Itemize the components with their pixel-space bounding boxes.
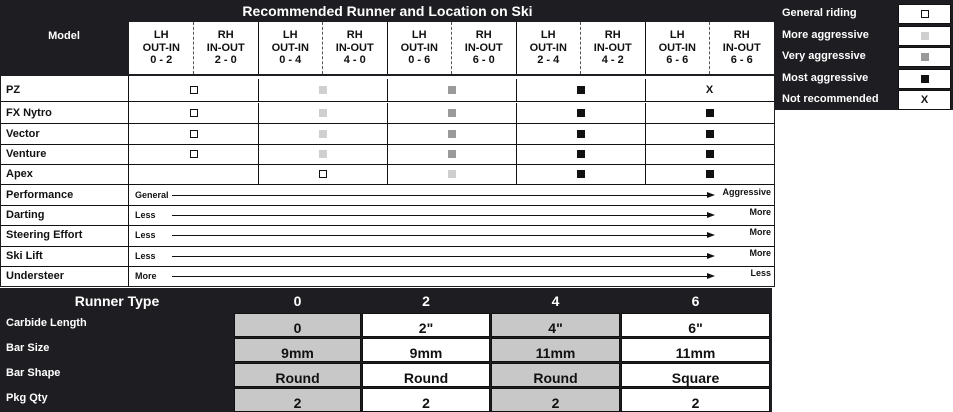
mark-cell <box>516 79 645 101</box>
characteristic-name: Performance <box>6 189 74 201</box>
group-divider <box>387 164 388 184</box>
legend-swatch <box>898 47 951 67</box>
mark-cell <box>645 79 774 101</box>
square-open-icon <box>319 170 327 178</box>
column-header: RH IN-OUT 6 - 6 <box>722 29 761 67</box>
mark-cell <box>258 144 387 164</box>
group-divider <box>258 164 259 184</box>
legend-label: General riding <box>782 7 857 19</box>
row-divider <box>1 205 774 206</box>
legend-swatch <box>898 90 951 110</box>
column-divider <box>387 22 388 74</box>
runner-row-label: Bar Size <box>6 342 50 354</box>
square-light-icon <box>319 86 327 94</box>
runner-type-value: 0 <box>293 293 302 309</box>
square-black-icon <box>577 109 585 117</box>
group-divider <box>258 124 259 144</box>
runner-value-cell: Square <box>621 363 770 387</box>
row-divider <box>1 184 774 185</box>
square-medium-icon <box>448 130 456 138</box>
runner-type-header: Runner Type <box>74 293 160 309</box>
scale-right-label: Aggressive <box>722 187 771 197</box>
column-header: RH IN-OUT 4 - 2 <box>593 29 632 67</box>
mark-cell <box>387 164 516 184</box>
square-light-icon <box>448 170 456 178</box>
mark-cell <box>258 103 387 123</box>
square-open-icon <box>921 10 929 18</box>
mark-cell <box>258 124 387 144</box>
runner-value-cell: 2 <box>234 388 361 412</box>
column-divider <box>709 22 710 74</box>
mark-cell <box>516 124 645 144</box>
scale-arrow <box>172 215 712 216</box>
square-light-icon <box>319 109 327 117</box>
square-light-icon <box>319 130 327 138</box>
runner-value-cell: 11mm <box>491 338 620 362</box>
mark-cell <box>516 103 645 123</box>
group-divider <box>258 79 259 101</box>
runner-value-cell: 11mm <box>621 338 770 362</box>
group-divider <box>645 124 646 144</box>
square-black-icon <box>706 170 714 178</box>
column-header: RH IN-OUT 2 - 0 <box>206 29 245 67</box>
runner-value-cell: 2 <box>621 388 770 412</box>
column-divider <box>322 22 323 74</box>
runner-value-cell: Round <box>362 363 490 387</box>
scale-arrow <box>172 235 712 236</box>
column-header: LH OUT-IN 0 - 6 <box>400 29 438 67</box>
scale-arrow <box>172 256 712 257</box>
row-divider <box>1 101 774 102</box>
group-divider <box>387 144 388 164</box>
model-header: Model <box>48 30 80 42</box>
column-divider <box>451 22 452 74</box>
runner-value-cell: 2 <box>362 388 490 412</box>
scale-arrow <box>172 276 712 277</box>
x-mark: X <box>705 84 714 96</box>
mark-cell <box>387 124 516 144</box>
model-name: Vector <box>6 128 40 140</box>
square-open-icon <box>190 109 198 117</box>
runner-type-value: 6 <box>691 293 700 309</box>
runner-row-label: Carbide Length <box>6 317 87 329</box>
characteristic-name: Darting <box>6 209 45 221</box>
scale-right-label: More <box>749 248 771 258</box>
model-name: PZ <box>6 84 21 96</box>
mark-cell <box>258 164 387 184</box>
row-divider <box>1 225 774 226</box>
square-open-icon <box>190 150 198 158</box>
mark-cell <box>387 103 516 123</box>
column-header: RH IN-OUT 6 - 0 <box>464 29 503 67</box>
group-divider <box>645 103 646 123</box>
runner-value-cell: 9mm <box>362 338 490 362</box>
square-medium-icon <box>448 86 456 94</box>
square-open-icon <box>190 130 198 138</box>
mark-cell <box>129 79 258 101</box>
column-divider <box>193 22 194 74</box>
square-black-icon <box>577 86 585 94</box>
arrowhead-icon <box>707 253 715 259</box>
scale-arrow <box>172 195 712 196</box>
legend-swatch <box>898 4 951 24</box>
characteristic-name: Understeer <box>6 270 65 282</box>
runner-type-value: 4 <box>551 293 560 309</box>
group-divider <box>387 103 388 123</box>
mark-cell <box>258 79 387 101</box>
group-divider <box>516 79 517 101</box>
column-header: LH OUT-IN 0 - 2 <box>142 29 180 67</box>
group-divider <box>516 124 517 144</box>
mark-cell <box>129 103 258 123</box>
mark-cell <box>645 103 774 123</box>
runner-value-cell: 4" <box>491 313 620 337</box>
group-divider <box>516 103 517 123</box>
runner-row-label: Bar Shape <box>6 367 61 379</box>
square-medium-icon <box>921 53 929 61</box>
characteristic-name: Ski Lift <box>6 250 43 262</box>
runner-value-cell: 9mm <box>234 338 361 362</box>
arrowhead-icon <box>707 232 715 238</box>
legend-swatch <box>898 69 951 89</box>
group-divider <box>645 144 646 164</box>
mark-cell <box>516 164 645 184</box>
model-name: Apex <box>6 168 33 180</box>
runner-value-cell: 2" <box>362 313 490 337</box>
column-header: LH OUT-IN 2 - 4 <box>529 29 567 67</box>
column-divider <box>258 22 259 74</box>
legend-label: Not recommended <box>782 93 879 105</box>
scale-right-label: More <box>749 207 771 217</box>
square-black-icon <box>706 109 714 117</box>
scale-left-label: General <box>135 190 169 200</box>
column-divider <box>580 22 581 74</box>
square-open-icon <box>190 86 198 94</box>
column-header: RH IN-OUT 4 - 0 <box>335 29 374 67</box>
arrowhead-icon <box>707 192 715 198</box>
mark-cell <box>129 144 258 164</box>
group-divider <box>645 164 646 184</box>
mark-cell <box>129 124 258 144</box>
group-divider <box>516 144 517 164</box>
column-divider <box>645 22 646 74</box>
square-black-icon <box>577 170 585 178</box>
mark-cell <box>645 144 774 164</box>
legend-label: Very aggressive <box>782 50 866 62</box>
runner-value-cell: Round <box>234 363 361 387</box>
square-light-icon <box>319 150 327 158</box>
scale-left-label: More <box>135 271 157 281</box>
runner-type-value: 2 <box>422 293 430 309</box>
square-black-icon <box>577 130 585 138</box>
runner-value-cell: 0 <box>234 313 361 337</box>
row-divider <box>1 246 774 247</box>
mark-cell <box>387 79 516 101</box>
runner-row-label: Pkg Qty <box>6 392 48 404</box>
group-divider <box>387 124 388 144</box>
legend-label: More aggressive <box>782 28 869 41</box>
scale-left-label: Less <box>135 210 156 220</box>
runner-value-cell: 6" <box>621 313 770 337</box>
runner-value-cell: Round <box>491 363 620 387</box>
model-name: Venture <box>6 148 47 160</box>
arrowhead-icon <box>707 273 715 279</box>
mark-cell <box>645 124 774 144</box>
scale-left-label: Less <box>135 251 156 261</box>
square-light-icon <box>921 32 929 40</box>
characteristic-name: Steering Effort <box>6 229 83 241</box>
column-header: LH OUT-IN 0 - 4 <box>271 29 309 67</box>
runner-value-cell: 2 <box>491 388 620 412</box>
model-column-divider <box>128 76 129 286</box>
group-divider <box>387 79 388 101</box>
legend-swatch <box>898 26 951 46</box>
group-divider <box>258 144 259 164</box>
scale-right-label: Less <box>750 268 771 278</box>
mark-cell <box>516 144 645 164</box>
square-medium-icon <box>448 150 456 158</box>
model-name: FX Nytro <box>6 107 52 119</box>
table-title: Recommended Runner and Location on Ski <box>242 3 533 19</box>
mark-cell <box>645 164 774 184</box>
square-medium-icon <box>448 109 456 117</box>
group-divider <box>258 103 259 123</box>
square-black-icon <box>706 150 714 158</box>
legend-label: Most aggressive <box>782 71 869 84</box>
scale-right-label: More <box>749 227 771 237</box>
arrowhead-icon <box>707 212 715 218</box>
mark-cell <box>387 144 516 164</box>
row-divider <box>1 266 774 267</box>
mark-cell <box>129 164 258 184</box>
scale-left-label: Less <box>135 230 156 240</box>
column-header: LH OUT-IN 6 - 6 <box>658 29 696 67</box>
square-black-icon <box>577 150 585 158</box>
group-divider <box>516 164 517 184</box>
column-divider <box>516 22 517 74</box>
square-black-icon <box>706 130 714 138</box>
square-black-icon <box>921 75 929 83</box>
group-divider <box>645 79 646 101</box>
x-mark: X <box>920 94 929 106</box>
